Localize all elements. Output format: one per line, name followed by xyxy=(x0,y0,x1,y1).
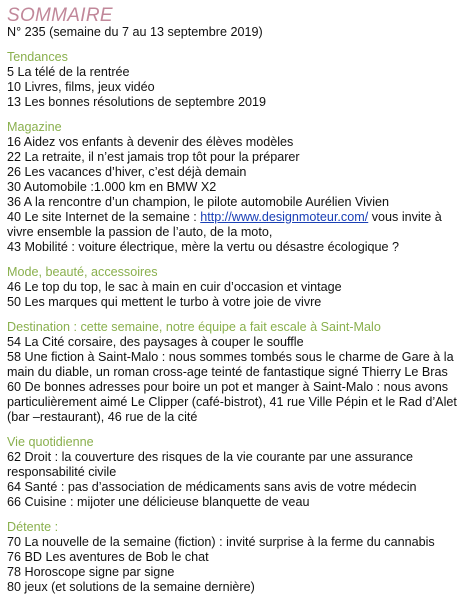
toc-entry-text: 40 Le site Internet de la semaine : xyxy=(7,210,201,224)
toc-entry-text: vous invite à vivre ensemble la passion de l’auto, de la moto, xyxy=(7,210,442,239)
section-heading: Mode, beauté, accessoires xyxy=(7,265,158,279)
toc-entry: 80 jeux (et solutions de la semaine dernière) xyxy=(7,580,255,594)
section-heading: Magazine xyxy=(7,120,62,134)
section-tendances xyxy=(7,50,460,110)
section-detente xyxy=(7,520,460,595)
toc-entry: 5 La télé de la rentrée xyxy=(7,65,130,79)
section-heading: Destination : cette semaine, notre équipe a fait escale à Saint-Malo xyxy=(7,320,381,334)
section-heading: Vie quotidienne xyxy=(7,435,94,449)
toc-entry: 78 Horoscope signe par signe xyxy=(7,565,175,579)
issue-subtitle: N° 235 (semaine du 7 au 13 septembre 2019) xyxy=(7,25,263,39)
section-magazine xyxy=(7,120,460,255)
section-heading: Détente : xyxy=(7,520,59,534)
toc-entry: 26 Les vacances d’hiver, c’est déjà demain xyxy=(7,165,247,179)
website-link[interactable]: http://www.designmoteur.com/ xyxy=(200,210,369,224)
toc-entry: 16 Aidez vos enfants à devenir des élèves modèles xyxy=(7,135,294,149)
section-heading: Tendances xyxy=(7,50,68,64)
toc-entry: 66 Cuisine : mijoter une délicieuse blanquette de veau xyxy=(7,495,310,509)
page-title: SOMMAIRE xyxy=(7,5,113,26)
toc-entry: 60 De bonnes adresses pour boire un pot et manger à Saint-Malo : nous avons particulièrement aimé Le Clipper (café-bistrot), 41 rue Ville Pépin et le Rad d’Alet (bar –restaurant), 46 rue de la cité xyxy=(7,380,457,424)
toc-entry: 22 La retraite, il n’est jamais trop tôt pour la préparer xyxy=(7,150,300,164)
toc-entry: 54 La Cité corsaire, des paysages à couper le souffle xyxy=(7,335,304,349)
toc-entry: 36 A la rencontre d’un champion, le pilote automobile Aurélien Vivien xyxy=(7,195,390,209)
toc-entry: 43 Mobilité : voiture électrique, mère la vertu ou désastre écologique ? xyxy=(7,240,400,254)
toc-entry: 13 Les bonnes résolutions de septembre 2019 xyxy=(7,95,267,109)
toc-entry: 76 BD Les aventures de Bob le chat xyxy=(7,550,209,564)
section-vie-quotidienne xyxy=(7,435,460,510)
toc-entry: 64 Santé : pas d’association de médicaments sans avis de votre médecin xyxy=(7,480,417,494)
toc-entry-with-link xyxy=(7,210,457,240)
toc-entry: 10 Livres, films, jeux vidéo xyxy=(7,80,155,94)
toc-entry: 58 Une fiction à Saint-Malo : nous sommes tombés sous le charme de Gare à la main du diable, un roman cross-age teinté de fantastique signé Thierry Le Bras xyxy=(7,350,454,379)
section-mode xyxy=(7,265,460,310)
toc-entry: 70 La nouvelle de la semaine (fiction) : invité surprise à la ferme du cannabis xyxy=(7,535,435,549)
toc-entry: 62 Droit : la couverture des risques de la vie courante par une assurance responsabilité civile xyxy=(7,450,414,479)
section-destination xyxy=(7,320,460,425)
toc-entry: 30 Automobile :1.000 km en BMW X2 xyxy=(7,180,217,194)
toc-entry: 46 Le top du top, le sac à main en cuir d’occasion et vintage xyxy=(7,280,342,294)
toc-entry: 50 Les marques qui mettent le turbo à votre joie de vivre xyxy=(7,295,322,309)
